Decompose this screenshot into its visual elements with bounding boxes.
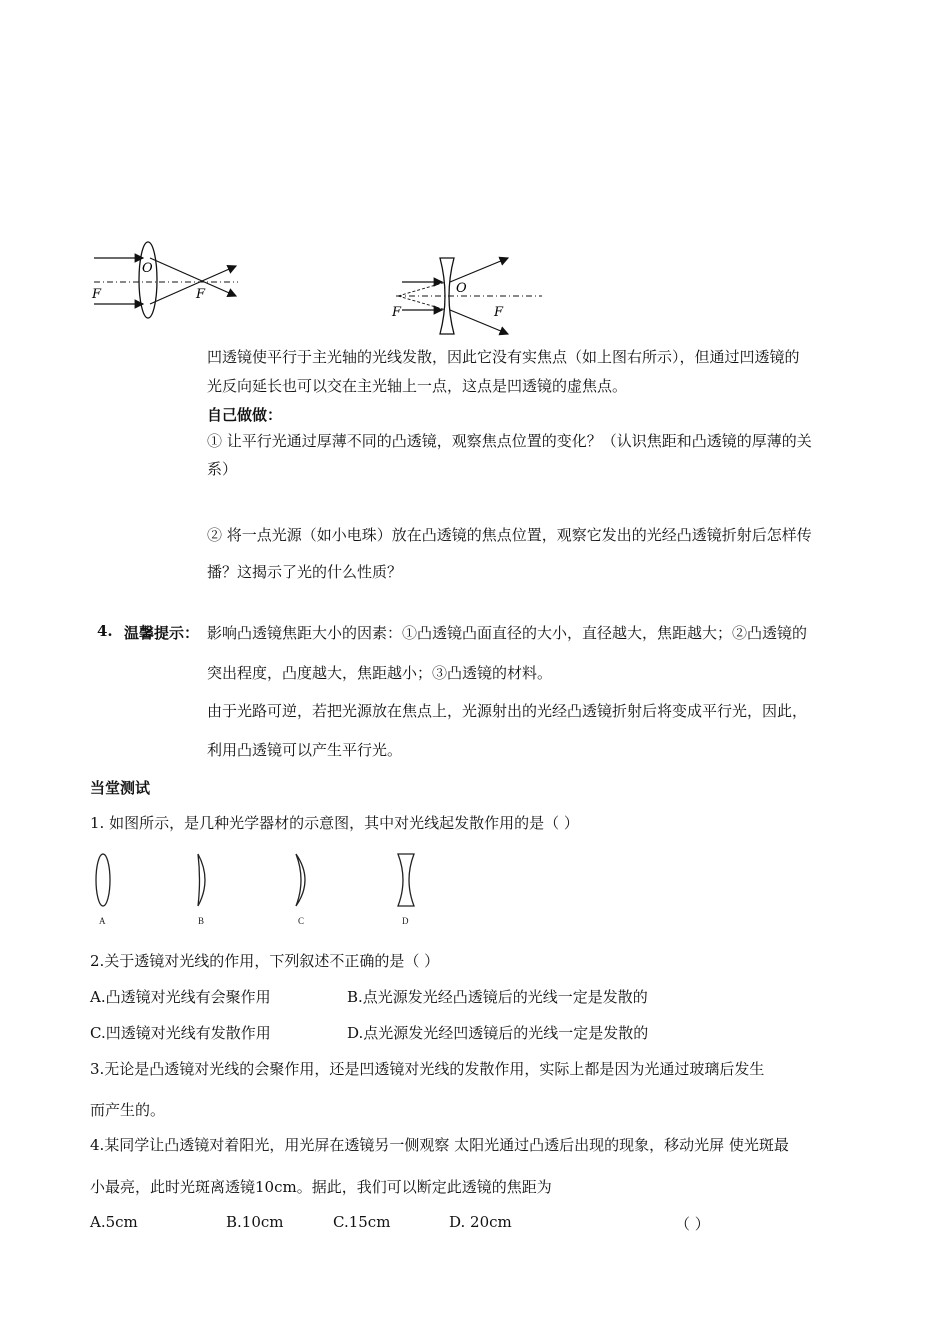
question-3-line1: 3.无论是凸透镜对光线的会聚作用，还是凹透镜对光线的发散作用，实际上都是因为光通过玻璃后发生 <box>90 1060 765 1078</box>
question-4-option-d: D. 20cm <box>449 1213 512 1231</box>
question-4-line1: 4.某同学让凸透镜对着阳光，用光屏在透镜另一侧观察 太阳光通过凸透后出现的现象，移动光屏 使光斑最 <box>90 1136 789 1154</box>
question-4-answer-bracket: （ ） <box>675 1215 710 1233</box>
element-b-planoconvex <box>198 854 205 906</box>
element-a-biconvex <box>96 854 110 906</box>
question-2-option-d: D.点光源发光经凹透镜后的光线一定是发散的 <box>347 1024 649 1042</box>
question-1: 1. 如图所示，是几种光学器材的示意图，其中对光线起发散作用的是（ ） <box>90 814 579 832</box>
self-do-heading: 自己做做： <box>207 406 283 424</box>
self-do-question1-line2: 系） <box>207 460 238 478</box>
element-c-caption: C <box>298 916 305 926</box>
question-4-option-a: A.5cm <box>90 1213 138 1231</box>
convex-label-f-right: F <box>196 287 206 302</box>
element-a-caption: A <box>99 916 106 926</box>
element-c-meniscus <box>296 854 305 906</box>
self-do-question2-line1: ② 将一点光源（如小电珠）放在凸透镜的焦点位置，观察它发出的光经凸透镜折射后怎样传 <box>207 526 812 544</box>
tip-line4: 利用凸透镜可以产生平行光。 <box>207 741 403 759</box>
question-3-line2: 而产生的。 <box>90 1101 166 1119</box>
concave-paragraph-line1: 凹透镜使平行于主光轴的光线发散，因此它没有实焦点（如上图右所示），但通过凹透镜的 <box>207 348 800 366</box>
concave-label-f-left: F <box>392 305 402 320</box>
self-do-question2-line2: 播？这揭示了光的什么性质？ <box>207 563 403 581</box>
question-2-option-a: A.凸透镜对光线有会聚作用 <box>90 988 271 1006</box>
question-2: 2.关于透镜对光线的作用，下列叙述不正确的是（ ） <box>90 952 440 970</box>
concave-paragraph-line2: 光反向延长也可以交在主光轴上一点，这点是凹透镜的虚焦点。 <box>207 377 628 395</box>
tip-heading: 温馨提示： <box>124 624 200 642</box>
tip-number: 4. <box>97 622 113 640</box>
concave-label-o: O <box>456 281 467 296</box>
question-4-option-c: C.15cm <box>333 1213 391 1231</box>
tip-line3: 由于光路可逆，若把光源放在焦点上，光源射出的光经凸透镜折射后将变成平行光，因此， <box>207 702 808 720</box>
convex-label-f-left: F <box>92 287 102 302</box>
question-2-option-b: B.点光源发光经凸透镜后的光线一定是发散的 <box>347 988 648 1006</box>
question-2-option-c: C.凹透镜对光线有发散作用 <box>90 1024 271 1042</box>
question-4-line2: 小最亮，此时光斑离透镜10cm。据此，我们可以断定此透镜的焦距为 <box>90 1178 552 1196</box>
convex-label-o: O <box>142 261 153 276</box>
self-do-question1-line1: ① 让平行光通过厚薄不同的凸透镜，观察焦点位置的变化？（认识焦距和凸透镜的厚薄的关 <box>207 432 812 450</box>
question-4-option-b: B.10cm <box>226 1213 284 1231</box>
concave-lens-diagram <box>390 252 550 342</box>
optical-elements-figure <box>88 850 428 930</box>
concave-label-f-right: F <box>494 305 504 320</box>
element-d-biconcave <box>398 854 414 906</box>
tip-line2: 突出程度，凸度越大，焦距越小；③凸透镜的材料。 <box>207 664 553 682</box>
test-heading: 当堂测试 <box>90 779 151 797</box>
element-b-caption: B <box>198 916 205 926</box>
tip-line1: 影响凸透镜焦距大小的因素：①凸透镜凸面直径的大小，直径越大，焦距越大；②凸透镜的 <box>207 624 808 642</box>
element-d-caption: D <box>402 916 409 926</box>
convex-lens-diagram <box>88 236 248 326</box>
